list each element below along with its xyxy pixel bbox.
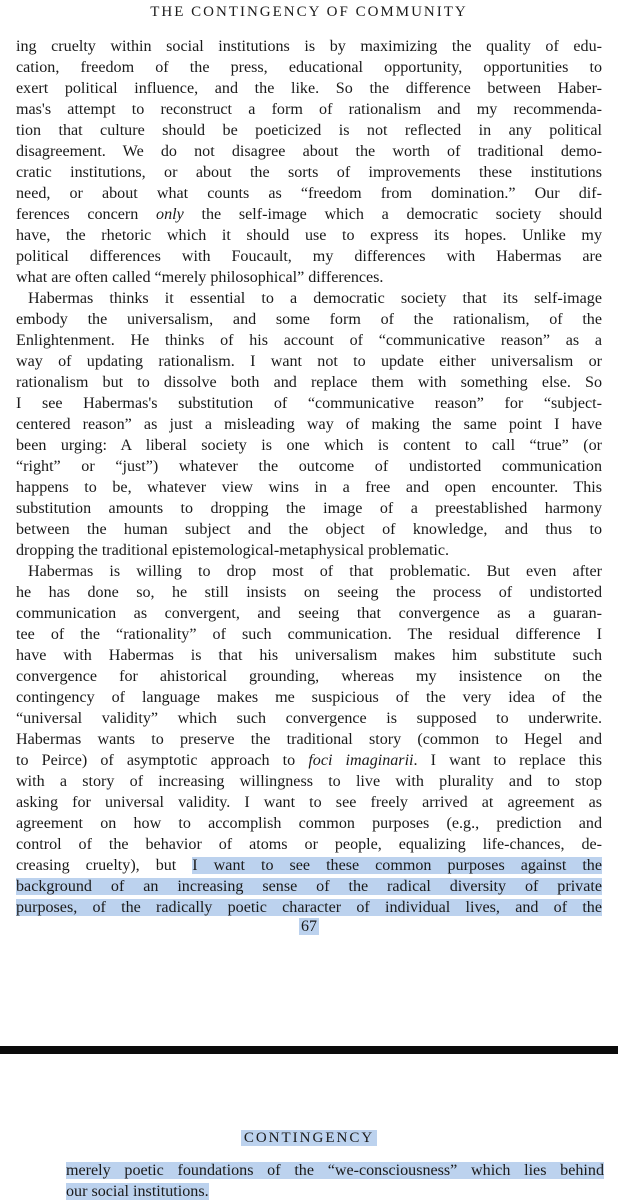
highlighted-line xyxy=(66,1160,604,1181)
body-text xyxy=(16,36,602,918)
highlighted-line xyxy=(16,876,602,897)
page-divider xyxy=(0,1046,618,1054)
text-line: rationalism but to dissolve both and replace them with something else. So xyxy=(16,374,602,391)
emphasized-text: foci imaginarii xyxy=(308,752,414,769)
text-line: to Peirce) of asymptotic approach to foci imaginarii. I want to replace this xyxy=(16,752,602,769)
text-line: ferences concern only the self-image which a democratic society should xyxy=(16,206,603,223)
highlighted-text: merely poetic foundations of the “we-consciousness” which lies behind xyxy=(66,1162,604,1179)
text-line: centered reason” as just a misleading way of making the same point I have xyxy=(16,416,602,433)
text-line: what are often called “merely philosophical” differences. xyxy=(16,269,384,286)
text-line: political differences with Foucault, my differences with Habermas are xyxy=(16,248,602,265)
page-number-value: 67 xyxy=(301,918,317,935)
text-line: happens to be, whatever view wins in a free and open encounter. This xyxy=(16,479,602,496)
highlighted-text: our social institutions. xyxy=(66,1183,209,1200)
text-line: cratic institutions, or about the sorts of improvements these institutions xyxy=(16,164,602,181)
body-text-page2 xyxy=(66,1160,604,1202)
text-line: have with Habermas is that his universalism makes him substitute such xyxy=(16,647,602,664)
emphasized-text: only xyxy=(156,206,184,223)
text-line: control of the behavior of atoms or people, equalizing life-chances, de- xyxy=(16,836,602,853)
text-line: convergence for ahistorical grounding, whereas my insistence on the xyxy=(16,668,602,685)
highlighted-line xyxy=(66,1181,604,1202)
text-line: been urging: A liberal society is one which is content to call “true” (or xyxy=(16,437,602,454)
text-line: I see Habermas's substitution of “communicative reason” for “subject- xyxy=(16,395,602,412)
line-prefix: creasing cruelty), but xyxy=(16,857,193,874)
highlighted-line xyxy=(16,897,602,918)
text-line: exert political influence, and the like. So the difference between Haber- xyxy=(16,80,602,97)
paragraph-start-line: Habermas thinks it essential to a democratic society that its self-image xyxy=(28,290,602,307)
text-line: have, the rhetoric which it should use to express its hopes. Unlike my xyxy=(16,227,602,244)
text-line: tee of the “rationality” of such communication. The residual difference I xyxy=(16,626,602,643)
text-line: dropping the traditional epistemological-metaphysical problematic. xyxy=(16,542,450,559)
text-line: mas's attempt to reconstruct a form of rationalism and my recommenda- xyxy=(16,101,602,118)
text-line: asking for universal validity. I want to see freely arrived at agreement as xyxy=(16,794,602,811)
text-line: ing cruelty within social institutions is by maximizing the quality of edu- xyxy=(16,38,602,55)
text-line: Enlightenment. He thinks of his account of “communicative reason” as a xyxy=(16,332,602,349)
text-line: cation, freedom of the press, educational opportunity, opportunities to xyxy=(16,59,602,76)
text-line: substitution amounts to dropping the image of a preestablished harmony xyxy=(16,500,602,517)
text-line: communication as convergent, and seeing that convergence as a guaran- xyxy=(16,605,602,622)
text-line: contingency of language makes me suspicious of the very idea of the xyxy=(16,689,602,706)
text-line: disagreement. We do not disagree about the worth of traditional demo- xyxy=(16,143,602,160)
text-line: embody the universalism, and some form of the rationalism, of the xyxy=(16,311,602,328)
highlighted-text: purposes, of the radically poetic character of individual lives, and of the xyxy=(16,899,602,916)
text-line: between the human subject and the object of knowledge, and thus to xyxy=(16,521,602,538)
text-line: tion that culture should be poeticized is not reflected in any political xyxy=(16,122,602,139)
text-line: agreement on how to accomplish common purposes (e.g., prediction and xyxy=(16,815,602,832)
text-line: Habermas wants to preserve the traditional story (common to Hegel and xyxy=(16,731,602,748)
paragraph-start-line: Habermas is willing to drop most of that problematic. But even after xyxy=(28,563,602,580)
highlighted-text: I want to see these common purposes against the xyxy=(192,857,602,874)
page-number xyxy=(0,916,618,938)
text-line-with-highlight xyxy=(16,855,602,876)
running-header: THE CONTINGENCY OF COMMUNITY xyxy=(150,4,468,20)
text-line: way of updating rationalism. I want not to update either universalism or xyxy=(16,353,602,370)
running-header-text: CONTINGENCY xyxy=(241,1130,377,1146)
highlighted-text: background of an increasing sense of the radical diversity of private xyxy=(16,878,602,895)
text-line: he has done so, he still insists on seeing the process of undistorted xyxy=(16,584,602,601)
running-header-page2 xyxy=(0,1127,618,1149)
text-line: “universal validity” which such convergence is supposed to underwrite. xyxy=(16,710,602,727)
text-line: with a story of increasing willingness to live with plurality and to stop xyxy=(16,773,602,790)
text-line: need, or about what counts as “freedom from domination.” Our dif- xyxy=(16,185,602,202)
text-line: “right” or “just”) whatever the outcome of undistorted communication xyxy=(16,458,602,475)
